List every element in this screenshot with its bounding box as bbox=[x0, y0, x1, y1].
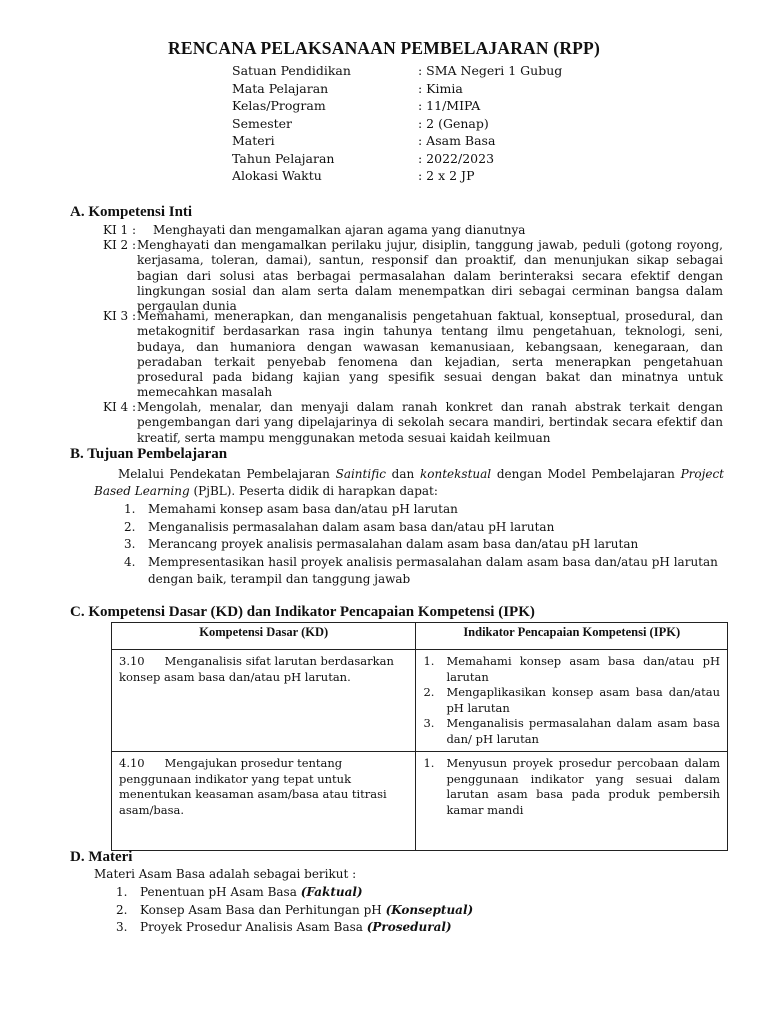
ki-text: Menghayati dan mengamalkan ajaran agama yang dianutnya bbox=[153, 223, 526, 237]
list-number: 3. bbox=[423, 716, 435, 730]
list-text: Konsep Asam Basa dan Perhitungan pH bbox=[140, 902, 386, 917]
meta-row bbox=[232, 167, 562, 185]
list-text: Penentuan pH Asam Basa bbox=[140, 885, 301, 899]
ki-item bbox=[103, 223, 723, 238]
intro-italic: Project Based Learning bbox=[94, 467, 724, 498]
list-number: 2. bbox=[124, 519, 136, 534]
meta-key: Mata Pelajaran bbox=[232, 80, 329, 96]
column-header-kd: Kompetensi Dasar (KD) bbox=[112, 623, 416, 650]
list-number: 3. bbox=[116, 920, 128, 934]
meta-row bbox=[232, 115, 562, 133]
section-a-heading: A. Kompetensi Inti bbox=[70, 204, 193, 220]
list-text: Memahami konsep asam basa dan/atau pH larutan bbox=[148, 502, 458, 516]
knowledge-type: (Prosedural) bbox=[366, 920, 452, 934]
list-item bbox=[116, 919, 716, 937]
objectives-list bbox=[124, 501, 724, 589]
list-text: Menyusun proyek prosedur percobaan dalam penggunaan indikator yang sesuai dalam larutan asam basa pada produk pembersih kamar mandi bbox=[446, 756, 720, 817]
ki-item bbox=[103, 400, 723, 446]
meta-key: Satuan Pendidikan bbox=[232, 63, 351, 78]
section-d-intro: Materi Asam Basa adalah sebagai berikut : bbox=[94, 867, 357, 881]
list-item bbox=[124, 519, 724, 537]
meta-key: Materi bbox=[232, 133, 275, 148]
list-text: Mempresentasikan hasil proyek analisis permasalahan dalam asam basa dan/atau pH larutan dengan baik, terampil dan tanggung jawab bbox=[148, 554, 718, 586]
meta-row bbox=[232, 150, 562, 168]
list-item bbox=[423, 654, 720, 685]
meta-value: : 2 (Genap) bbox=[418, 115, 489, 131]
column-header-ipk: Indikator Pencapaian Kompetensi (IPK) bbox=[416, 623, 728, 650]
list-number: 1. bbox=[124, 502, 136, 516]
list-text: Mengaplikasikan konsep asam basa dan/atau pH larutan bbox=[446, 685, 720, 715]
meta-row bbox=[232, 80, 562, 98]
list-text: Menganalisis permasalahan dalam asam basa dan/ pH larutan bbox=[446, 716, 720, 746]
identity-table bbox=[232, 62, 562, 185]
list-number: 1. bbox=[423, 654, 435, 668]
kd-cell bbox=[112, 752, 416, 851]
list-number: 2. bbox=[423, 685, 435, 699]
section-b-intro bbox=[94, 466, 724, 500]
section-c-heading: C. Kompetensi Dasar (KD) dan Indikator Pencapaian Kompetensi (IPK) bbox=[70, 604, 535, 620]
meta-key: Kelas/Program bbox=[232, 98, 326, 113]
list-item bbox=[124, 501, 724, 519]
ki-item bbox=[103, 238, 723, 314]
kd-number: 3.10 bbox=[119, 654, 145, 668]
meta-value: : 2022/2023 bbox=[418, 150, 495, 166]
knowledge-type: (Faktual) bbox=[300, 885, 363, 899]
meta-row bbox=[232, 97, 562, 115]
intro-text: dan bbox=[385, 467, 420, 481]
ki-text: Menghayati dan mengamalkan perilaku jujur, disiplin, tanggung jawab, peduli (gotong royong, kerjasama, toleran, damai), santun, responsif dan proaktif, dan menunjukan sikap sebagai bagian dari solusi atas berbagai permasalahan dalam berinteraksi secara efektif dengan lingkungan sosial dan alam serta dalam menempatkan diri sebagai cerminan bangsa dalam pergaulan dunia bbox=[137, 238, 723, 314]
list-text: Menganalisis permasalahan dalam asam basa dan/atau pH larutan bbox=[148, 519, 555, 534]
list-item bbox=[423, 685, 720, 716]
meta-key: Alokasi Waktu bbox=[232, 168, 322, 183]
list-number: 4. bbox=[124, 554, 136, 569]
table-header-row bbox=[112, 623, 728, 650]
intro-text: Melalui Pendekatan Pembelajaran bbox=[118, 467, 336, 481]
materi-list bbox=[116, 884, 716, 937]
kd-number: 4.10 bbox=[119, 756, 145, 770]
table-row bbox=[112, 650, 728, 752]
meta-value: : 11/MIPA bbox=[418, 98, 481, 113]
kd-text: Menganalisis sifat larutan berdasarkan konsep asam basa dan/atau pH larutan. bbox=[119, 654, 394, 684]
list-item bbox=[423, 756, 720, 818]
meta-row bbox=[232, 132, 562, 150]
document-title: RENCANA PELAKSANAAN PEMBELAJARAN (RPP) bbox=[168, 38, 600, 58]
ki-label: KI 1 : bbox=[103, 223, 137, 237]
ki-text: Memahami, menerapkan, dan menganalisis pengetahuan faktual, konseptual, prosedural, dan metakognitif berdasarkan rasa ingin tahunya tentang ilmu pengetahuan, teknologi, seni, budaya, dan humaniora dengan wawasan kemanusiaan, kebangsaan, kenegaraan, dan peradaban terkait penyebab fenomena dan kejadian, serta menerapkan pengetahuan prosedural pada bidang kajian yang spesifik sesuai dengan bakat dan minatnya untuk memecahkan masalah bbox=[137, 309, 723, 400]
list-item bbox=[124, 554, 724, 589]
meta-value: : 2 x 2 JP bbox=[418, 168, 475, 183]
list-number: 1. bbox=[116, 885, 128, 899]
ki-label: KI 4 : bbox=[103, 400, 137, 414]
meta-row bbox=[232, 62, 562, 80]
list-item bbox=[124, 536, 724, 554]
list-text: Proyek Prosedur Analisis Asam Basa bbox=[140, 920, 367, 934]
ipk-cell bbox=[416, 650, 728, 752]
section-d-heading: D. Materi bbox=[70, 849, 133, 865]
meta-value: : SMA Negeri 1 Gubug bbox=[418, 63, 563, 78]
intro-italic: kontekstual bbox=[419, 467, 492, 481]
table-row bbox=[112, 752, 728, 851]
list-number: 2. bbox=[116, 902, 128, 917]
intro-text: (PjBL). Peserta didik di harapkan dapat: bbox=[189, 484, 438, 498]
ki-text: Mengolah, menalar, dan menyaji dalam ranah konkret dan ranah abstrak terkait dengan pengembangan dari yang dipelajarinya di sekolah secara mandiri, bertindak secara efektif dan kreatif, serta mampu menggunakan metoda sesuai kaidah keilmuan bbox=[137, 400, 723, 445]
meta-value: : Kimia bbox=[418, 80, 463, 96]
kd-text: Mengajukan prosedur tentang penggunaan indikator yang tepat untuk menentukan keasaman asam/basa atau titrasi asam/basa. bbox=[119, 756, 387, 817]
list-number: 1. bbox=[423, 756, 435, 770]
list-item bbox=[116, 884, 716, 902]
ipk-cell bbox=[416, 752, 728, 851]
ipk-list bbox=[423, 654, 720, 747]
list-item bbox=[423, 716, 720, 747]
meta-key: Semester bbox=[232, 115, 293, 131]
intro-italic: Saintific bbox=[335, 467, 386, 481]
kd-ipk-table bbox=[111, 622, 728, 851]
section-b-heading: B. Tujuan Pembelajaran bbox=[70, 446, 228, 462]
ki-item bbox=[103, 309, 723, 401]
intro-text: dengan Model Pembelajaran bbox=[491, 467, 681, 481]
list-number: 3. bbox=[124, 537, 136, 551]
list-text: Merancang proyek analisis permasalahan dalam asam basa dan/atau pH larutan bbox=[148, 537, 639, 551]
list-text: Memahami konsep asam basa dan/atau pH larutan bbox=[446, 654, 720, 684]
ki-label: KI 3 : bbox=[103, 309, 137, 323]
meta-key: Tahun Pelajaran bbox=[232, 150, 335, 166]
meta-value: : Asam Basa bbox=[418, 133, 496, 148]
ipk-list bbox=[423, 756, 720, 818]
list-item bbox=[116, 902, 716, 920]
ki-label: KI 2 : bbox=[103, 238, 137, 252]
kd-cell bbox=[112, 650, 416, 752]
knowledge-type: (Konseptual) bbox=[385, 902, 474, 917]
